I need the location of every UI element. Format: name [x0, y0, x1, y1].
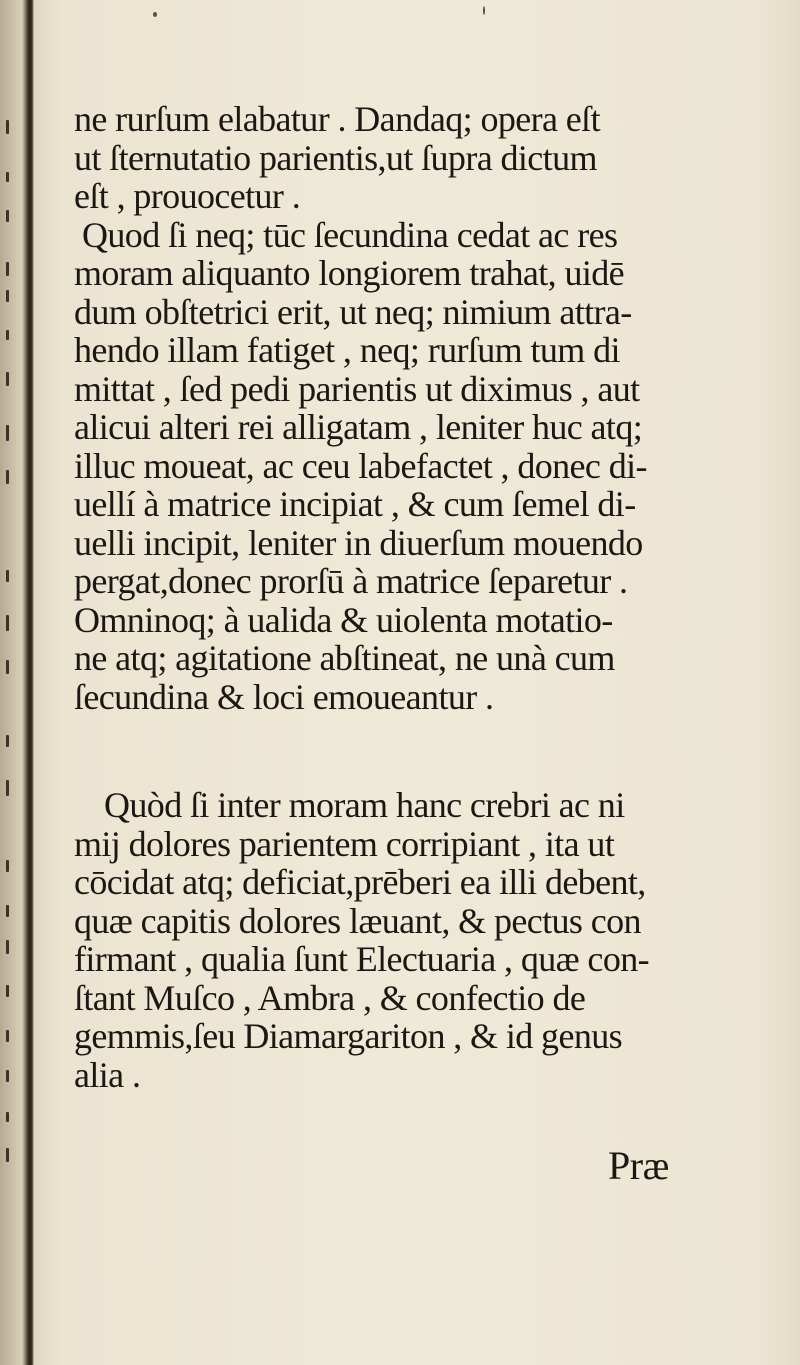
text-line: alia .	[74, 1054, 141, 1095]
text-line: mij dolores parientem corripiant , ita ut	[74, 823, 615, 864]
text-line: Quod ſi neq; tūc ſecundina cedat ac res	[82, 214, 618, 255]
paragraph-1	[74, 100, 714, 216]
body-text	[74, 100, 714, 1094]
ink-speck	[483, 6, 485, 15]
text-line: illuc moueat, ac ceu labefactet , donec di-	[74, 445, 647, 486]
text-line: pergat,donec prorſū à matrice ſeparetur .	[74, 561, 628, 601]
paragraph-2	[74, 216, 714, 717]
text-line: uellí à matrice incipiat , & cum ſemel di-	[74, 484, 636, 524]
ink-speck	[153, 12, 157, 17]
text-line: Omninoq; à ualida & uiolenta motatio-	[74, 599, 613, 640]
paragraph-spacer	[74, 716, 714, 786]
text-line: ne atq; agitatione abſtineat, ne unà cum	[74, 638, 615, 678]
text-line: ſtant Muſco , Ambra , & confectio de	[74, 977, 586, 1018]
text-line: ne rurſum elabatur . Dandaq; opera eſt	[74, 99, 600, 139]
text-line: ſecundina & loci emoueantur .	[74, 676, 494, 717]
text-line: firmant , qualia ſunt Electuaria , quæ con-	[74, 939, 650, 979]
paragraph-3	[74, 786, 714, 1094]
text-line: uelli incipit, leniter in diuerſum mouendo	[74, 522, 643, 563]
text-line: Quòd ſi inter moram hanc crebri ac ni	[104, 785, 625, 825]
facing-page-edge	[0, 0, 20, 1365]
text-line: mittat , ſed pedi parientis ut diximus , aut	[74, 368, 640, 409]
text-line: ut ſternutatio parientis,ut ſupra dictum	[74, 137, 597, 178]
catchword: Præ	[608, 1143, 669, 1188]
text-line: hendo illam fatiget , neq; rurſum tum di	[74, 330, 620, 370]
text-line: gemmis,ſeu Diamargariton , & id genus	[74, 1016, 623, 1056]
text-line: moram aliquanto longiorem trahat, uidē	[74, 253, 625, 293]
text-line: eſt , prouocetur .	[74, 176, 301, 216]
text-line: alicui alteri rei alligatam , leniter huc atq;	[74, 407, 643, 447]
text-line: quæ capitis dolores læuant, & pectus con	[74, 900, 641, 941]
text-line: dum obſtetrici erit, ut neq; nimium attra-	[74, 291, 632, 332]
text-line: cōcidat atq; deficiat,prēberi ea illi debent,	[74, 862, 646, 902]
